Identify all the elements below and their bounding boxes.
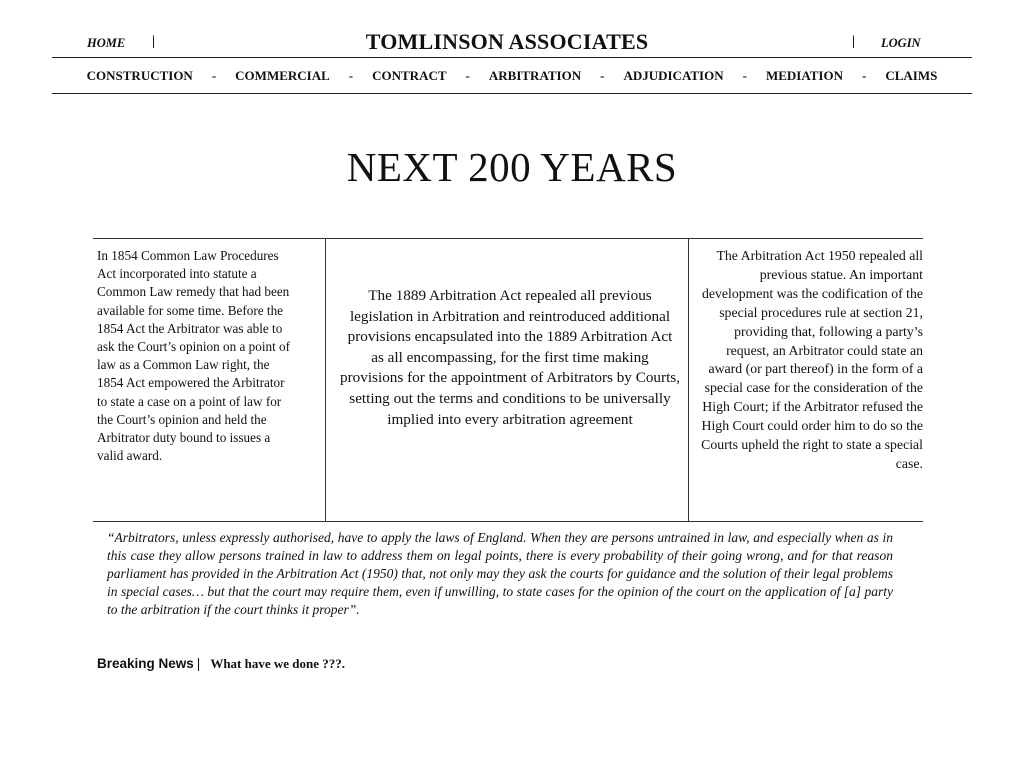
history-table: [93, 238, 923, 522]
column-1854-act: In 1854 Common Law Procedures Act incorporated into statute a Common Law remedy that had been available for some time. Before the 1854 Act the Arbitrator was able to ask the Court’s opinion on a point of law as a Common Law right, the 1854 Act empowered the Arbitrator to state a case on a point of law for the Court’s opinion and held the Arbitrator duty bound to issues a valid award.: [93, 239, 326, 521]
nav-item-construction[interactable]: CONSTRUCTION: [86, 67, 193, 83]
nav-item-commercial[interactable]: COMMERCIAL: [235, 67, 330, 83]
nav-separator: |: [152, 34, 156, 49]
nav-dash-separator: -: [861, 67, 867, 83]
nav-dash-separator: -: [742, 67, 747, 83]
nav-item-adjudication[interactable]: ADJUDICATION: [623, 67, 724, 83]
nav-dash-separator: -: [600, 67, 605, 83]
category-navigation: [52, 58, 972, 94]
nav-dash-separator: -: [211, 67, 217, 83]
top-navigation-bar: [52, 28, 972, 58]
nav-item-mediation[interactable]: MEDIATION: [765, 67, 843, 83]
home-link[interactable]: HOME: [87, 36, 126, 50]
site-brand[interactable]: TOMLINSON ASSOCIATES: [365, 29, 649, 54]
nav-item-contract[interactable]: CONTRACT: [372, 67, 447, 83]
nav-separator: |: [852, 34, 856, 49]
column-1889-act: The 1889 Arbitration Act repealed all previous legislation in Arbitration and reintroduced additional provisions encapsulated into the 1889 Arbitration Act as all encompassing, for the first time making provisions for the appointment of Arbitrators by Courts, setting out the terms and conditions to be universally implied into every arbitration agreement: [326, 239, 689, 521]
nav-dash-separator: -: [348, 67, 354, 83]
legal-quote: “Arbitrators, unless expressly authorised, have to apply the laws of England. When they are persons untrained in law, and especially when as in this case they allow persons trained in law to address them on legal points, there is every probability of their going wrong, and for that reason parliament has provided in the Arbitration Act (1950) that, not only may they ask the courts for guidance and the solution of their legal problems in special cases… but that the court may require them, even if unwilling, to state cases for the opinion of the court on the application of [a] party to the arbitration if the court thinks it proper”.: [107, 530, 893, 617]
nav-item-claims[interactable]: CLAIMS: [885, 67, 938, 83]
column-1950-act: The Arbitration Act 1950 repealed all previous statue. An important development was the codification of the special procedures rule at section 21, providing that, following a party’s request, an Arbitrator could state an award (or part thereof) in the form of a special case for the consideration of the High Court; if the Arbitrator refused the High Court could order him to do so the Courts upheld the right to state a special case.: [701, 248, 923, 471]
page-title: NEXT 200 YEARS: [346, 144, 678, 190]
nav-dash-separator: -: [465, 67, 470, 83]
nav-item-arbitration[interactable]: ARBITRATION: [488, 67, 582, 83]
footer-links: [97, 653, 345, 672]
breaking-news-link[interactable]: Breaking News: [97, 656, 194, 671]
login-link[interactable]: LOGIN: [881, 36, 921, 50]
footer-separator: |: [196, 656, 201, 671]
what-have-we-done-link[interactable]: What have we done ???.: [210, 656, 346, 671]
